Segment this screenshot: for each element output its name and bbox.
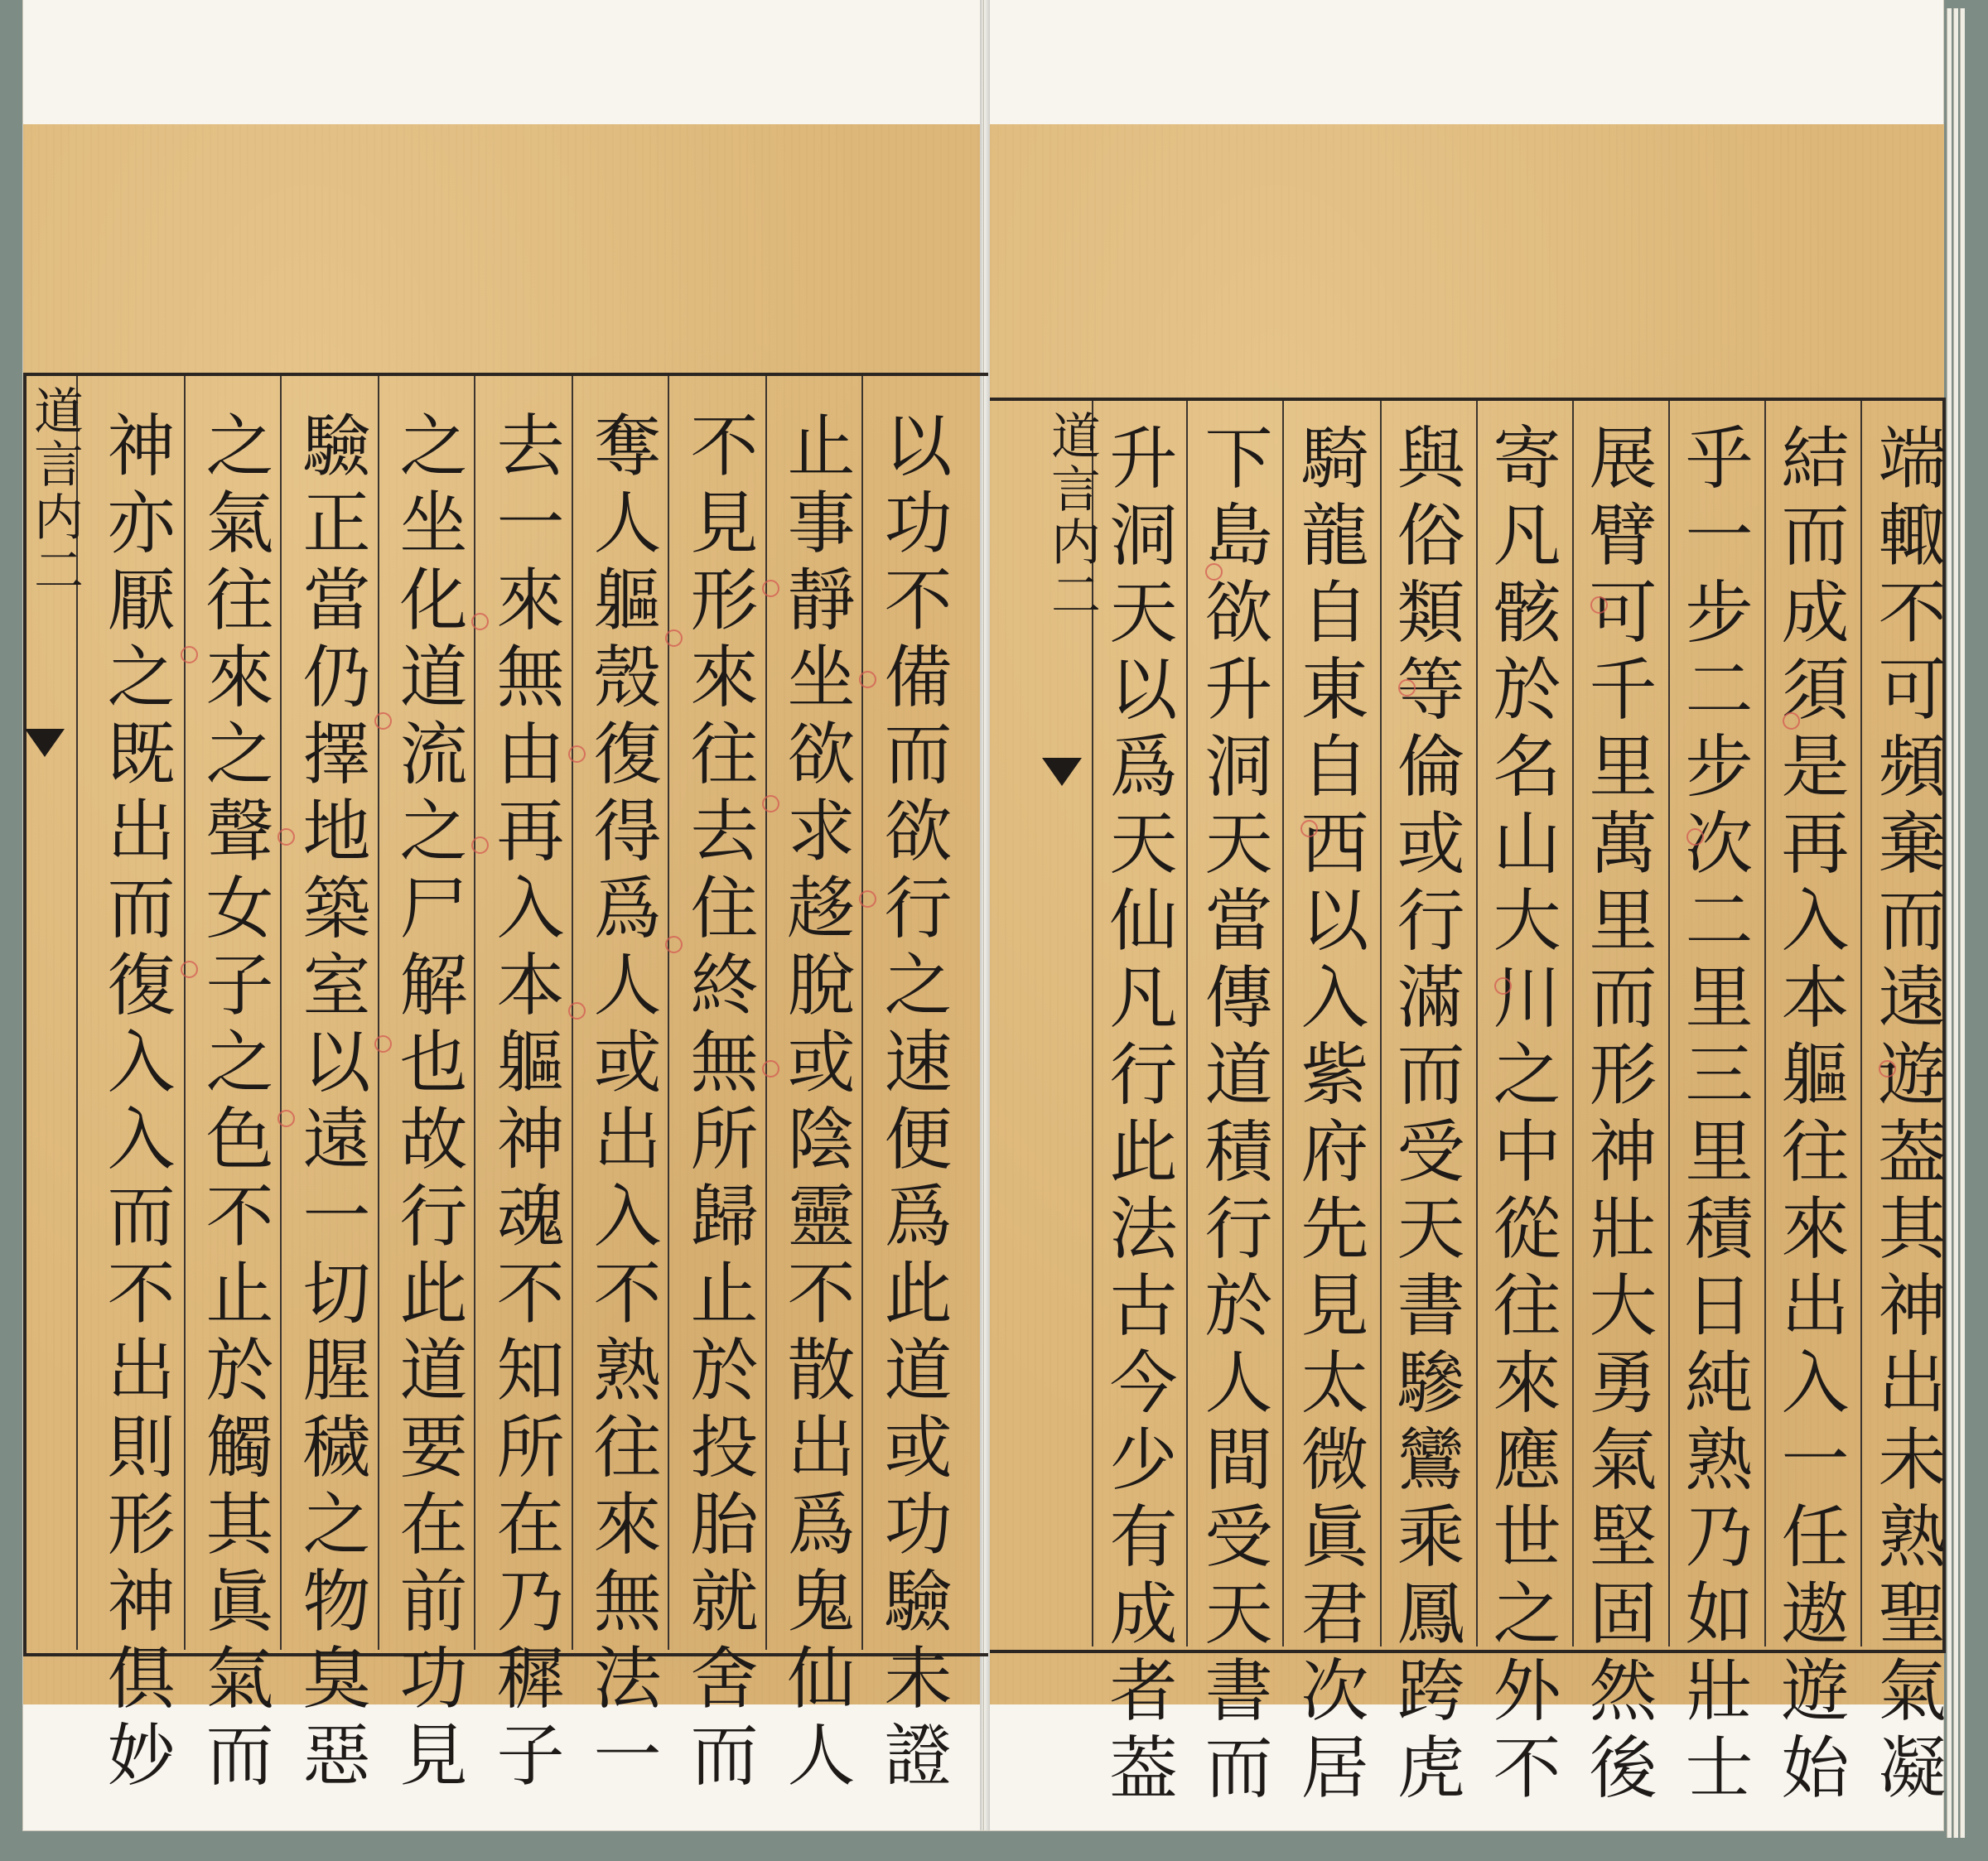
punctuation-circle: [568, 1002, 586, 1020]
punctuation-circle: [181, 961, 198, 978]
column-rule: [861, 376, 863, 1650]
punctuation-circle: [1494, 977, 1512, 995]
punctuation-circle: [1398, 679, 1416, 697]
text-column-left-3: 不見形來往去住終無所歸止於投胎就舍而: [679, 410, 758, 1796]
punctuation-circle: [471, 836, 489, 854]
text-column-right-5: 寄凡骸於名山大川之中從往來應世之外不: [1482, 422, 1561, 1809]
page-stack-edge: [1947, 8, 1952, 1838]
punctuation-circle: [277, 828, 295, 846]
text-column-left-8: 之氣往來之聲女子之色不止於觸其眞氣而: [195, 410, 273, 1796]
text-column-left-9: 神亦厭之既出而復入入而不出則形神俱妙: [96, 410, 175, 1796]
text-column-left-6: 之坐化道流之尸解也故行此道要在前功見: [388, 410, 467, 1796]
column-rule: [1668, 401, 1670, 1646]
column-rule: [378, 376, 379, 1650]
text-column-right-7: 騎龍自東自西以入紫府先見太微眞君次居: [1290, 422, 1368, 1809]
punctuation-circle: [665, 936, 683, 953]
column-rule: [1860, 401, 1862, 1646]
punctuation-circle: [859, 671, 876, 688]
fish-tail-mark: [25, 729, 65, 757]
punctuation-circle: [374, 712, 392, 730]
text-column-right-2: 結而成須是再入本軀往來出入一任遨遊始: [1770, 422, 1849, 1809]
punctuation-circle: [665, 629, 683, 647]
text-column-right-8: 下島欲升洞天當傳道積行於人間受天書而: [1194, 422, 1272, 1809]
page-stack-edge: [1960, 8, 1965, 1838]
text-column-left-7: 驗正當仍擇地築室以遠一切腥穢之物臭惡: [292, 410, 370, 1796]
punctuation-circle: [859, 890, 876, 908]
column-rule: [1476, 401, 1478, 1646]
text-column-left-5: 去一來無由再入本軀神魂不知所在乃穉子: [485, 410, 564, 1796]
text-column-right-9: 升洞天以爲天仙凡行此法古今少有成者葢: [1098, 422, 1177, 1809]
column-rule: [184, 376, 186, 1650]
punctuation-circle: [1686, 828, 1704, 846]
left-margin-title: 道言内二: [26, 385, 84, 597]
column-rule: [765, 376, 767, 1650]
punctuation-circle: [181, 646, 198, 663]
right-margin-title: 道言内二: [1043, 410, 1101, 622]
text-column-right-6: 與俗類等倫或行滿而受天書驂鸞乘鳳跨虎: [1386, 422, 1464, 1809]
text-column-left-4: 奪人軀殼復得爲人或出入不熟往來無法一: [582, 410, 661, 1796]
punctuation-circle: [1590, 596, 1608, 614]
text-column-right-4: 展臂可千里萬里而形神壯大勇氣堅固然後: [1578, 422, 1657, 1809]
column-rule: [280, 376, 282, 1650]
punctuation-circle: [568, 745, 586, 763]
punctuation-circle: [1879, 1060, 1896, 1078]
text-column-left-2: 止事靜坐欲求趍脫或陰靈不散出爲鬼仙人: [776, 410, 855, 1796]
column-rule: [1186, 401, 1188, 1646]
punctuation-circle: [277, 1110, 295, 1127]
punctuation-circle: [1783, 712, 1800, 730]
column-rule: [1764, 401, 1766, 1646]
column-rule: [668, 376, 669, 1650]
punctuation-circle: [471, 613, 489, 630]
punctuation-circle: [762, 1060, 779, 1078]
punctuation-circle: [1205, 563, 1223, 581]
column-rule: [1380, 401, 1382, 1646]
text-column-right-3: 乎一步二步次二里三里積日純熟乃如壯士: [1674, 422, 1753, 1809]
fish-tail-mark: [1042, 758, 1082, 786]
punctuation-circle: [762, 795, 779, 812]
column-rule: [474, 376, 475, 1650]
punctuation-circle: [1300, 820, 1318, 837]
page-stack-edge: [1953, 8, 1958, 1838]
column-rule: [1282, 401, 1284, 1646]
column-rule: [1572, 401, 1574, 1646]
text-column-left-1: 以功不備而欲行之速便爲此道或功驗未證: [873, 410, 952, 1796]
punctuation-circle: [762, 580, 779, 597]
text-column-right-1: 端輙不可頻棄而遠遊葢其神出未熟聖氣凝: [1867, 422, 1946, 1809]
punctuation-circle: [374, 1035, 392, 1053]
